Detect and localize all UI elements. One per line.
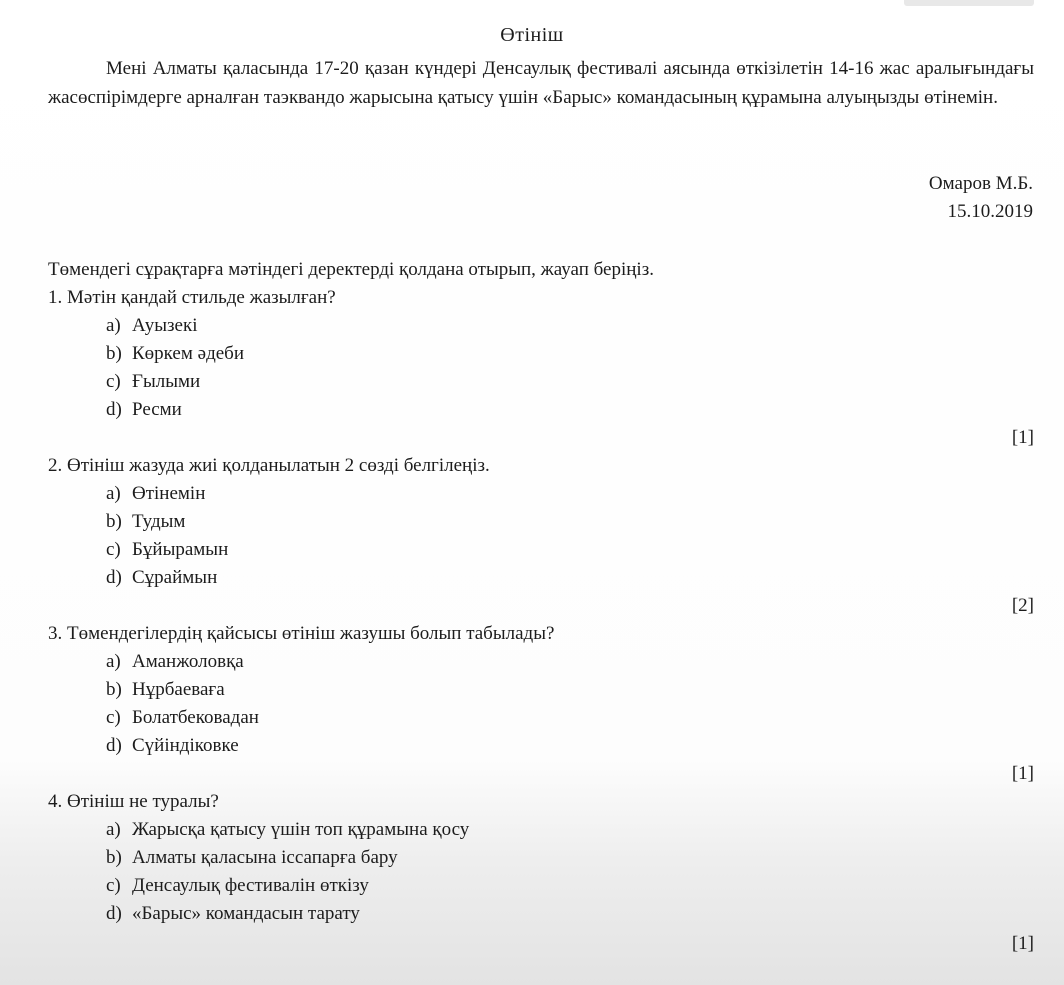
option-text: Сұраймын: [132, 567, 218, 588]
option-d: [48, 396, 1034, 424]
option-text: Ресми: [132, 399, 182, 420]
option-c: [48, 704, 1034, 732]
option-b: [48, 676, 1034, 704]
option-text: Жарысқа қатысу үшін топ құрамына қосу: [132, 819, 470, 840]
option-a: [48, 480, 1034, 508]
option-letter: b): [106, 343, 122, 364]
option-b: [48, 508, 1034, 536]
question-4: [48, 788, 1034, 928]
option-text: Өтінемін: [132, 483, 206, 504]
option-letter: d): [106, 567, 122, 588]
option-letter: b): [106, 847, 122, 868]
question-text: 3. Төмендегілердің қайсысы өтініш жазушы болып табылады?: [48, 623, 555, 644]
option-text: Ғылыми: [132, 371, 201, 392]
option-a: [48, 312, 1034, 340]
option-c: [48, 536, 1034, 564]
option-letter: a): [106, 819, 121, 840]
signature-block: [929, 170, 1033, 226]
option-a: [48, 816, 1034, 844]
option-letter: b): [106, 511, 122, 532]
score-mark-4: [1]: [1011, 933, 1034, 954]
option-d: [48, 564, 1034, 592]
option-letter: b): [106, 679, 122, 700]
option-letter: a): [106, 315, 121, 336]
option-b: [48, 340, 1034, 368]
document-title: Өтініш: [500, 24, 564, 46]
option-text: Денсаулық фестивалін өткізу: [132, 875, 369, 896]
option-a: [48, 648, 1034, 676]
option-text: Нұрбаеваға: [132, 679, 225, 700]
option-d: [48, 900, 1034, 928]
option-text: Аманжоловқа: [132, 651, 244, 672]
option-d: [48, 732, 1034, 760]
option-text: Алматы қаласына іссапарға бару: [132, 847, 398, 868]
signature-date: 15.10.2019: [947, 201, 1033, 222]
option-text: Болатбековадан: [132, 707, 259, 728]
page-header-mark: [904, 0, 1034, 6]
score-mark-1: [1]: [1011, 427, 1034, 448]
instruction-text: Төмендегі сұрақтарға мәтіндегі деректерді қолдана отырып, жауап беріңіз.: [48, 259, 654, 280]
option-text: Бұйырамын: [132, 539, 229, 560]
option-letter: d): [106, 399, 122, 420]
question-2: [48, 452, 1034, 592]
option-text: Ауызекі: [132, 315, 198, 336]
question-1: [48, 284, 1034, 424]
option-letter: a): [106, 483, 121, 504]
option-text: «Барыс» командасын тарату: [132, 903, 360, 924]
option-text: Сүйіндіковке: [132, 735, 239, 756]
option-text: Тудым: [132, 511, 186, 532]
option-letter: c): [106, 875, 121, 896]
option-letter: c): [106, 371, 121, 392]
option-letter: c): [106, 539, 121, 560]
question-text: 2. Өтініш жазуда жиі қолданылатын 2 сөзді белгілеңіз.: [48, 455, 490, 476]
signature-name: Омаров М.Б.: [928, 173, 1033, 194]
question-text: 4. Өтініш не туралы?: [48, 791, 219, 812]
option-letter: c): [106, 707, 121, 728]
option-letter: d): [106, 735, 122, 756]
option-letter: d): [106, 903, 122, 924]
score-mark-3: [1]: [1011, 763, 1034, 784]
option-b: [48, 844, 1034, 872]
option-letter: a): [106, 651, 121, 672]
option-c: [48, 872, 1034, 900]
score-mark-2: [2]: [1011, 595, 1034, 616]
statement-paragraph: Мені Алматы қаласында 17-20 қазан күндері Денсаулық фестивалі аясында өткізілетін 14-16 жас аралығындағы жасөспірімдерге арналған таэквандо жарысына қатысу үшін «Барыс» командасының құрамына алуыңызды өтінемін.: [48, 58, 1034, 108]
question-3: [48, 620, 1034, 760]
option-text: Көркем әдеби: [132, 343, 245, 364]
option-c: [48, 368, 1034, 396]
question-text: 1. Мәтін қандай стильде жазылған?: [48, 287, 336, 308]
